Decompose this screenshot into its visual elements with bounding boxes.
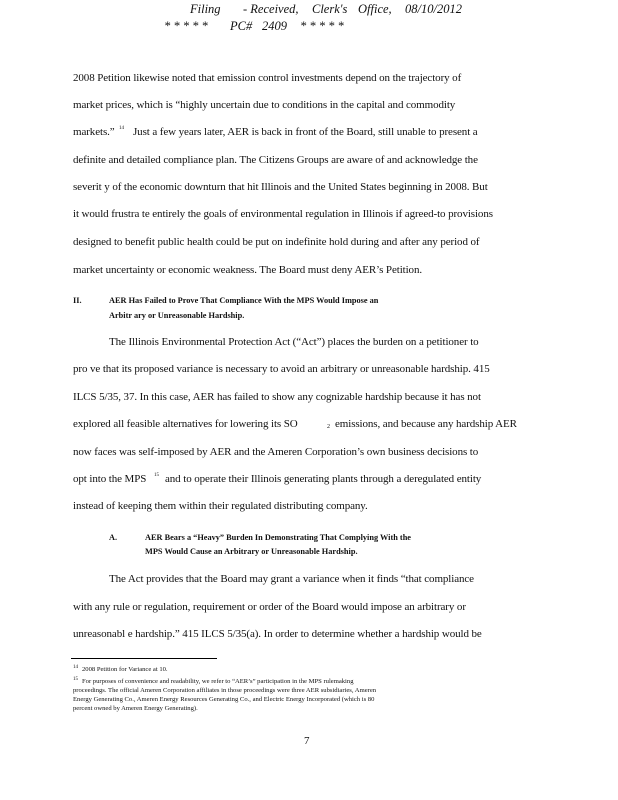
footnote-number: 14 <box>73 665 78 670</box>
footnote-number: 15 <box>73 677 78 682</box>
footnote-text: For purposes of convenience and readability, we refer to “AER’s” participation in the MPS rulemaking <box>82 678 354 685</box>
body-line: it would frustra te entirely the goals of environmental regulation in Illinois if agreed-to provisions <box>73 208 493 220</box>
heading-title-line: MPS Would Cause an Arbitrary or Unreasonable Hardship. <box>145 547 358 556</box>
so2-subscript: 2 <box>327 424 330 430</box>
footnote-text: percent owned by Ameren Energy Generating). <box>73 705 198 712</box>
body-line: markets.” <box>73 126 115 138</box>
body-line: 2008 Petition likewise noted that emission control investments depend on the trajectory of <box>73 72 462 84</box>
body-line: unreasonabl e hardship.” 415 ILCS 5/35(a). In order to determine whether a hardship would be <box>73 628 482 640</box>
body-line: Just a few years later, AER is back in front of the Board, still unable to present a <box>133 126 478 138</box>
body-line: The Illinois Environmental Protection Act (“Act”) places the burden on a petitioner to <box>109 336 479 348</box>
body-line: pro ve that its proposed variance is necessary to avoid an arbitrary or unreasonable hardship. 415 <box>73 363 490 375</box>
header-filing: Filing <box>190 2 221 16</box>
body-line: severit y of the economic downturn that hit Illinois and the United States beginning in 2008. But <box>73 181 488 193</box>
heading-letter: A. <box>109 533 118 542</box>
heading-title-line: AER Bears a “Heavy” Burden In Demonstrating That Complying With the <box>145 533 411 542</box>
body-line: The Act provides that the Board may grant a variance when it finds “that compliance <box>109 573 474 585</box>
footnote-text: proceedings. The official Ameren Corporation affiliates in those proceedings were three AER subsidiaries, Ameren <box>73 687 377 694</box>
footnote-ref-14: 14 <box>119 126 124 131</box>
footnote-ref-15: 15 <box>154 473 159 478</box>
header-pc-stars-right: * * * * * <box>300 19 344 33</box>
body-line: designed to benefit public health could be put on indefinite hold during and after any period of <box>73 236 480 248</box>
header-clerks: Clerk's <box>312 2 348 16</box>
footnote-separator <box>71 658 217 659</box>
body-line: market uncertainty or economic weakness. The Board must deny AER’s Petition. <box>73 264 423 276</box>
body-line: market prices, which is “highly uncertain due to conditions in the capital and commodity <box>73 99 456 111</box>
body-line: ILCS 5/35, 37. In this case, AER has failed to show any cognizable hardship because it has not <box>73 391 481 403</box>
body-line: definite and detailed compliance plan. The Citizens Groups are aware of and acknowledge the <box>73 154 478 166</box>
body-line: instead of keeping them within their regulated distributing company. <box>73 500 368 512</box>
body-line: and to operate their Illinois generating plants through a deregulated entity <box>165 473 482 485</box>
heading-title-line: Arbitr ary or Unreasonable Hardship. <box>109 311 245 320</box>
header-office: Office, <box>358 2 392 16</box>
header-pc-label: PC# <box>230 19 253 33</box>
header-received: - Received, <box>243 2 299 16</box>
header-date: 08/10/2012 <box>405 2 462 16</box>
body-line: explored all feasible alternatives for lowering its SO <box>73 418 298 430</box>
heading-numeral: II. <box>73 296 82 305</box>
header-pc-number: 2409 <box>262 19 287 33</box>
body-line: opt into the MPS <box>73 473 147 485</box>
body-line: with any rule or regulation, requirement or order of the Board would impose an arbitrary or <box>73 601 466 613</box>
body-line: now faces was self-imposed by AER and the Ameren Corporation’s own business decisions to <box>73 446 479 458</box>
body-line: emissions, and because any hardship AER <box>335 418 517 430</box>
page-number: 7 <box>304 735 310 747</box>
heading-title-line: AER Has Failed to Prove That Compliance With the MPS Would Impose an <box>109 296 379 305</box>
footnote-text: 2008 Petition for Variance at 10. <box>82 666 168 673</box>
header-pc-stars-left: * * * * * <box>164 19 208 33</box>
footnote-text: Energy Generating Co., Ameren Energy Resources Generating Co., and Electric Energy Incorporated (which is 80 <box>73 696 375 703</box>
